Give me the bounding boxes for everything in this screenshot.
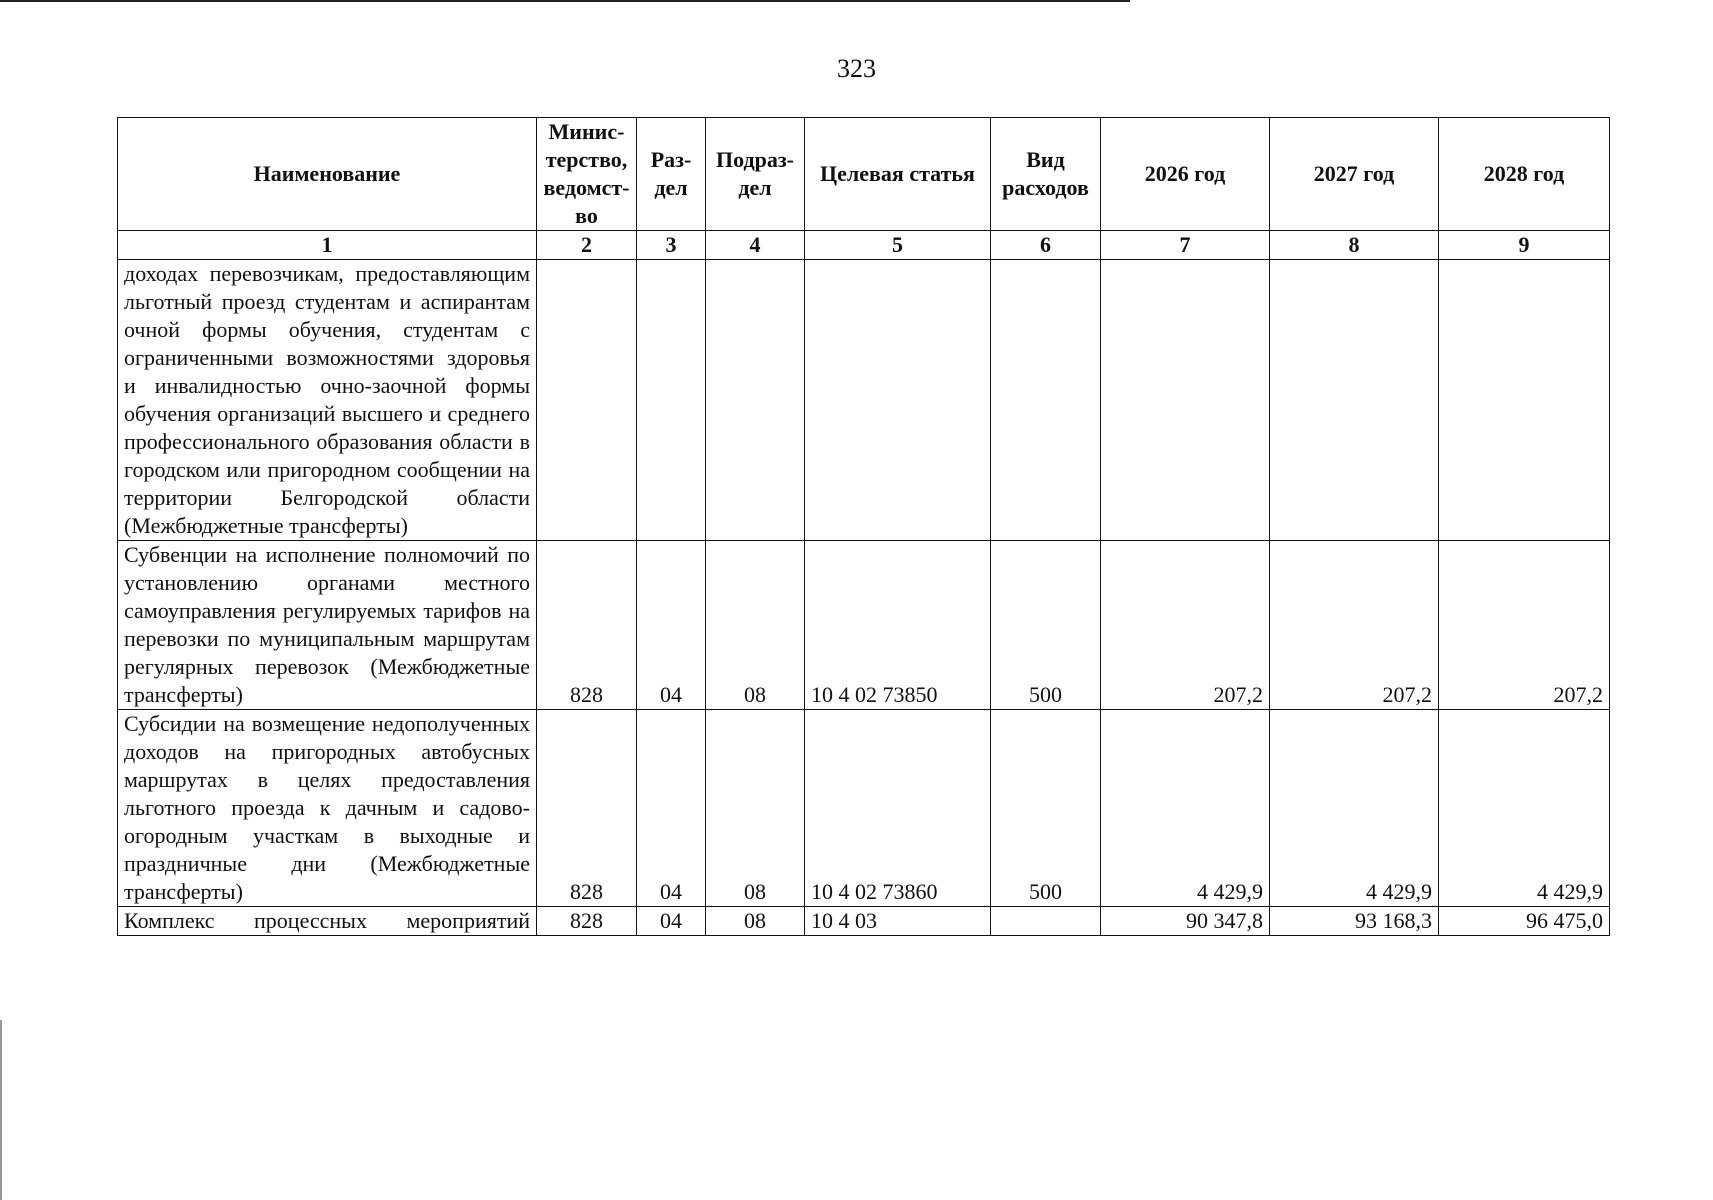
row-ministry: 828 xyxy=(537,710,637,907)
column-number: 4 xyxy=(706,231,805,260)
scan-edge-left xyxy=(0,1020,2,1200)
column-number: 3 xyxy=(637,231,706,260)
scan-edge-top xyxy=(0,0,1130,2)
column-number: 9 xyxy=(1439,231,1610,260)
row-name: Субвенции на исполнение полномочий по установлению органами местного самоуправления регулируемых тарифов на перевозки по муниципальным маршрутам регулярных перевозок (Межбюджетные трансферты) xyxy=(118,541,537,710)
table-row xyxy=(118,710,1610,907)
row-target xyxy=(805,260,991,541)
row-target: 10 4 02 73860 xyxy=(805,710,991,907)
table-row xyxy=(118,907,1610,936)
row-ministry: 828 xyxy=(537,907,637,936)
header-year-2027: 2027 год xyxy=(1270,118,1439,231)
page-number: 323 xyxy=(837,54,876,83)
column-number: 7 xyxy=(1101,231,1270,260)
header-target: Целевая статья xyxy=(805,118,991,231)
row-name: Субсидии на возмещение недополученных доходов на пригородных автобусных маршрутах в целях предоставления льготного проезда к дачным и садово-огородным участкам в выходные и праздничные дни (Межбюджетные трансферты) xyxy=(118,710,537,907)
row-amount-2028 xyxy=(1439,260,1610,541)
table-row xyxy=(118,541,1610,710)
header-year-2026: 2026 год xyxy=(1101,118,1270,231)
row-expense-type xyxy=(991,907,1101,936)
row-amount-2027: 93 168,3 xyxy=(1270,907,1439,936)
row-amount-2027: 207,2 xyxy=(1270,541,1439,710)
row-name: Комплекс процессных мероприятий xyxy=(118,907,537,936)
row-expense-type: 500 xyxy=(991,710,1101,907)
column-number-row xyxy=(118,231,1610,260)
header-ministry: Минис-терство, ведомст-во xyxy=(537,118,637,231)
row-amount-2028: 207,2 xyxy=(1439,541,1610,710)
header-name: Наименование xyxy=(118,118,537,231)
column-number: 6 xyxy=(991,231,1101,260)
row-subsection: 08 xyxy=(706,907,805,936)
row-amount-2026: 4 429,9 xyxy=(1101,710,1270,907)
header-subsection: Подраз-дел xyxy=(706,118,805,231)
row-amount-2026 xyxy=(1101,260,1270,541)
header-expense-type: Вид расходов xyxy=(991,118,1101,231)
row-section: 04 xyxy=(637,541,706,710)
row-ministry: 828 xyxy=(537,541,637,710)
budget-table xyxy=(117,117,1610,936)
row-expense-type xyxy=(991,260,1101,541)
row-name: доходах перевозчикам, предоставляющим льготный проезд студентам и аспирантам очной формы обучения, студентам с ограниченными возможностями здоровья и инвалидностью очно-заочной формы обучения организаций высшего и среднего профессионального образования области в городском или пригородном сообщении на территории Белгородской области (Межбюджетные трансферты) xyxy=(118,260,537,541)
header-section: Раз-дел xyxy=(637,118,706,231)
row-subsection: 08 xyxy=(706,541,805,710)
row-amount-2028: 4 429,9 xyxy=(1439,710,1610,907)
column-number: 5 xyxy=(805,231,991,260)
row-ministry xyxy=(537,260,637,541)
header-row xyxy=(118,118,1610,231)
row-amount-2026: 90 347,8 xyxy=(1101,907,1270,936)
row-amount-2028: 96 475,0 xyxy=(1439,907,1610,936)
table-row xyxy=(118,260,1610,541)
row-section: 04 xyxy=(637,907,706,936)
row-expense-type: 500 xyxy=(991,541,1101,710)
header-year-2028: 2028 год xyxy=(1439,118,1610,231)
row-amount-2026: 207,2 xyxy=(1101,541,1270,710)
row-amount-2027: 4 429,9 xyxy=(1270,710,1439,907)
row-subsection xyxy=(706,260,805,541)
row-target: 10 4 03 xyxy=(805,907,991,936)
row-section xyxy=(637,260,706,541)
row-section: 04 xyxy=(637,710,706,907)
row-subsection: 08 xyxy=(706,710,805,907)
row-target: 10 4 02 73850 xyxy=(805,541,991,710)
row-amount-2027 xyxy=(1270,260,1439,541)
column-number: 2 xyxy=(537,231,637,260)
column-number: 1 xyxy=(118,231,537,260)
column-number: 8 xyxy=(1270,231,1439,260)
